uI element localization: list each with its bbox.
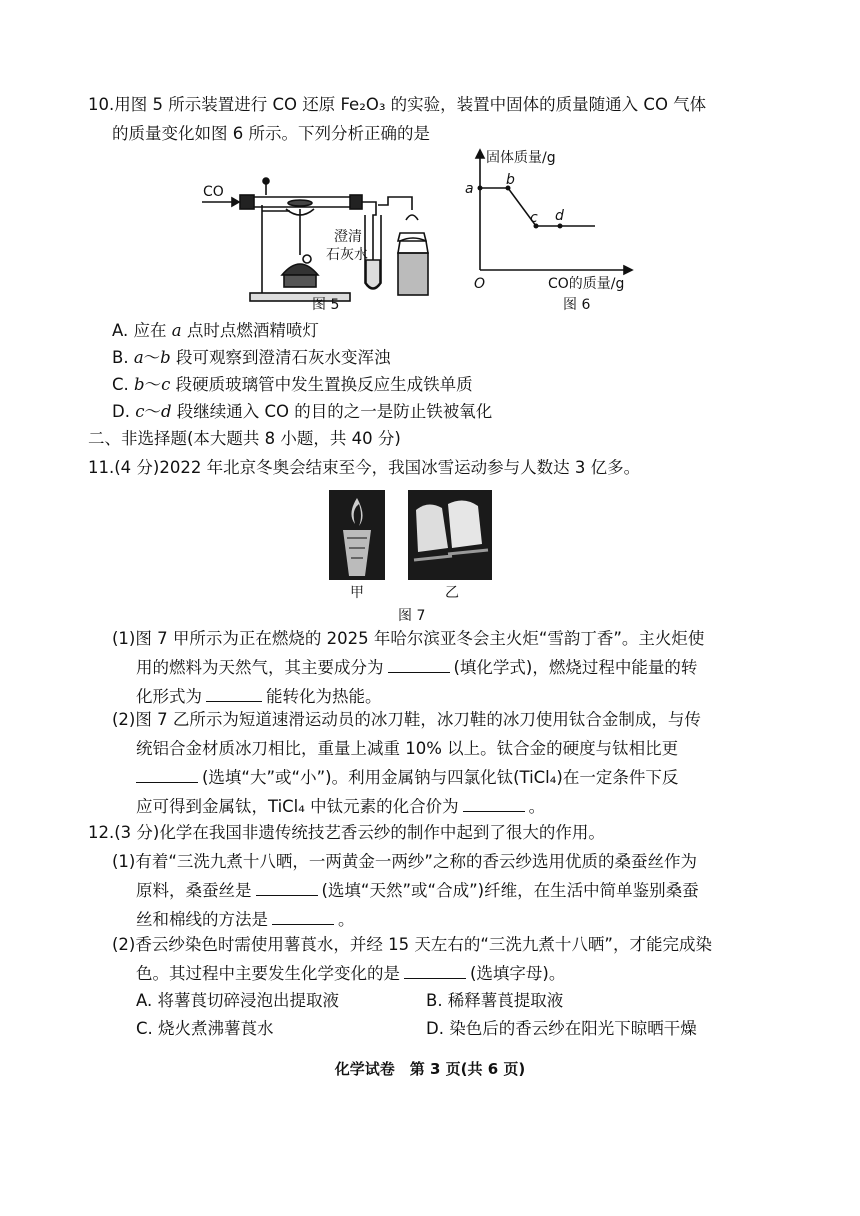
figure-7-label-b: 乙 bbox=[445, 585, 459, 601]
figure-5-co-label: CO bbox=[203, 184, 224, 200]
q11-stem: 11.(4 分)2022 年北京冬奥会结束至今，我国冰雪运动参与人数达 3 亿多。 bbox=[88, 458, 641, 477]
q11-blank-hardness[interactable] bbox=[136, 768, 198, 783]
q12-option-a: A. 将薯莨切碎浸泡出提取液 bbox=[136, 991, 339, 1010]
figure-6-y-label: 固体质量/g bbox=[486, 150, 556, 166]
q11-part2-line1: (2)图 7 乙所示为短道速滑运动员的冰刀鞋，冰刀鞋的冰刀使用钛合金制成，与传 bbox=[112, 710, 701, 729]
figure-5-water-label-1: 澄清 bbox=[334, 229, 362, 245]
q12-option-c: C. 烧火煮沸薯莨水 bbox=[136, 1019, 274, 1038]
q11-part1-line2: 用的燃料为天然气，其主要成分为 (填化学式)，燃烧过程中能量的转 bbox=[136, 658, 698, 677]
q11-blank-formula[interactable] bbox=[388, 658, 450, 673]
q10-stem-line2: 的质量变化如图 6 所示。下列分析正确的是 bbox=[112, 124, 430, 143]
figure-6-label-c: c bbox=[530, 210, 538, 226]
q11-part2-line4: 应可得到金属钛，TiCl₄ 中钛元素的化合价为 。 bbox=[136, 797, 546, 816]
figure-6-graph bbox=[460, 148, 640, 296]
q11-part1-line3: 化形式为 能转化为热能。 bbox=[136, 687, 382, 706]
q11-part2-line3: (选填“大”或“小”)。利用金属钠与四氯化钛(TiCl₄)在一定条件下反 bbox=[136, 767, 678, 789]
figure-6-label-a: a bbox=[465, 181, 474, 197]
q11-part1-line1: (1)图 7 甲所示为正在燃烧的 2025 年哈尔滨亚冬会主火炬“雪韵丁香”。主火炬使 bbox=[112, 629, 705, 648]
q12-part1-line1: (1)有着“三洗九煮十八晒，一两黄金一两纱”之称的香云纱选用优质的桑蚕丝作为 bbox=[112, 852, 697, 871]
figure-6-point-d bbox=[558, 224, 563, 229]
figure-6-caption: 图 6 bbox=[563, 297, 591, 313]
q12-blank-letter[interactable] bbox=[404, 964, 466, 979]
q10-option-a: A. 应在 a 点时点燃酒精喷灯 bbox=[112, 321, 319, 340]
figure-6-label-d: d bbox=[555, 208, 564, 224]
q10-option-b: B. a～b 段可观察到澄清石灰水变浑浊 bbox=[112, 348, 391, 367]
figure-6-label-b: b bbox=[506, 172, 515, 188]
q12-blank-fiber[interactable] bbox=[256, 881, 318, 896]
q12-option-d: D. 染色后的香云纱在阳光下晾晒干燥 bbox=[426, 1019, 697, 1038]
q12-part2-line1: (2)香云纱染色时需使用薯莨水，并经 15 天左右的“三洗九煮十八晒”，才能完成染 bbox=[112, 935, 712, 954]
figure-6-x-label: CO的质量/g bbox=[548, 276, 625, 292]
section-2-title: 二、非选择题(本大题共 8 小题，共 40 分) bbox=[88, 429, 401, 448]
figure-6-point-a bbox=[478, 186, 483, 191]
q12-part1-line3: 丝和棉线的方法是 。 bbox=[136, 910, 355, 929]
q12-blank-method[interactable] bbox=[272, 910, 334, 925]
page-footer: 化学试卷 第 3 页(共 6 页) bbox=[334, 1060, 526, 1078]
q11-part2-line2: 统铝合金材质冰刀相比，重量上减重 10% 以上。钛合金的硬度与钛相比更 bbox=[136, 739, 679, 758]
q10-stem-line1: 10.用图 5 所示装置进行 CO 还原 Fe₂O₃ 的实验，装置中固体的质量随通入 CO 气体 bbox=[88, 95, 707, 114]
q11-blank-energy[interactable] bbox=[206, 687, 262, 702]
figure-6-origin: O bbox=[474, 276, 486, 292]
q12-part2-line2: 色。其过程中主要发生化学变化的是 (选填字母)。 bbox=[136, 964, 566, 983]
q10-option-c: C. b～c 段硬质玻璃管中发生置换反应生成铁单质 bbox=[112, 375, 473, 394]
figure-7-label-a: 甲 bbox=[350, 585, 364, 601]
figure-7-caption: 图 7 bbox=[398, 608, 426, 624]
figure-7-skate-photo bbox=[408, 490, 492, 580]
q12-part1-line2: 原料，桑蚕丝是 (选填“天然”或“合成”)纤维，在生活中简单鉴别桑蚕 bbox=[136, 881, 699, 900]
figure-5-caption: 图 5 bbox=[312, 297, 340, 313]
figure-5-water-label-2: 石灰水 bbox=[326, 247, 368, 263]
q12-option-b: B. 稀释薯莨提取液 bbox=[426, 991, 564, 1010]
q12-stem: 12.(3 分)化学在我国非遗传统技艺香云纱的制作中起到了很大的作用。 bbox=[88, 823, 605, 842]
q10-option-d: D. c～d 段继续通入 CO 的目的之一是防止铁被氧化 bbox=[112, 402, 493, 421]
figure-7-torch-photo bbox=[329, 490, 385, 580]
q11-blank-valence[interactable] bbox=[463, 797, 525, 812]
